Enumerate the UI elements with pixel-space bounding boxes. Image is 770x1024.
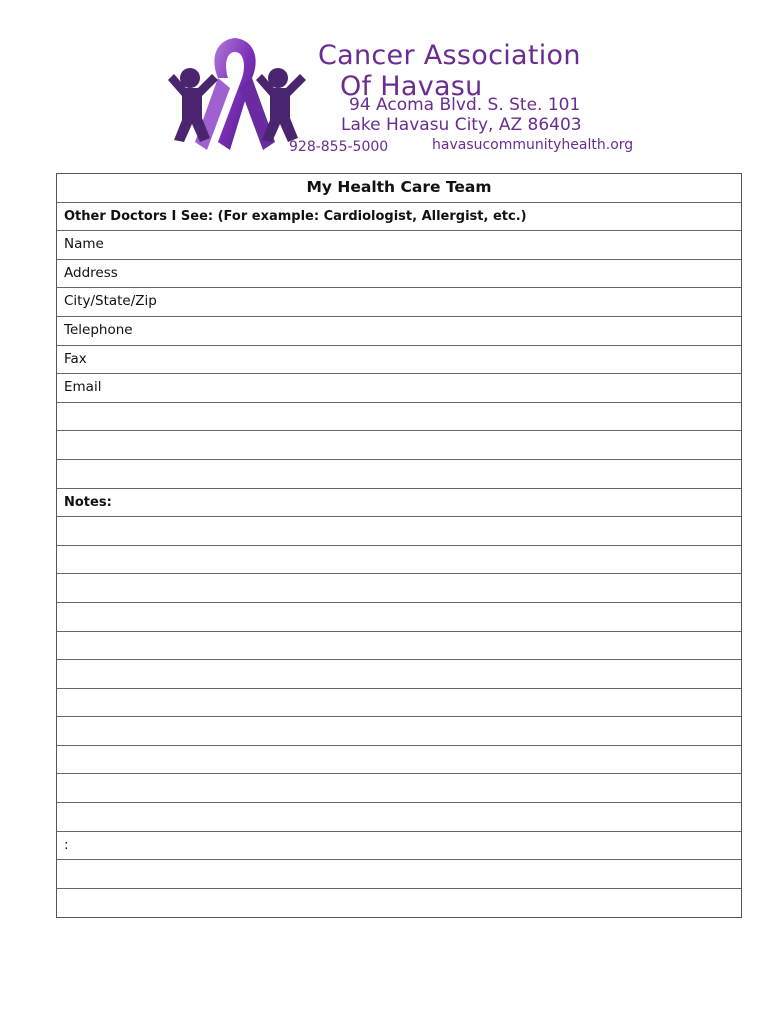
field-address[interactable]: Address [57, 260, 741, 289]
letterhead [0, 0, 770, 170]
notes-line[interactable] [57, 803, 741, 832]
org-name-line2: Of Havasu [340, 71, 483, 102]
field-fax[interactable]: Fax [57, 346, 741, 375]
field-name[interactable]: Name [57, 231, 741, 260]
address-line1: 94 Acoma Blvd. S. Ste. 101 [349, 95, 581, 115]
field-email[interactable]: Email [57, 374, 741, 403]
ribbon-logo-icon [160, 30, 310, 160]
notes-line[interactable] [57, 689, 741, 718]
notes-line[interactable] [57, 574, 741, 603]
notes-line[interactable] [57, 717, 741, 746]
notes-line[interactable] [57, 660, 741, 689]
blank-line[interactable] [57, 460, 741, 489]
health-care-team-form [56, 173, 742, 918]
org-name-line1: Cancer Association [318, 40, 581, 71]
address-line2: Lake Havasu City, AZ 86403 [341, 115, 582, 135]
notes-label: Notes: [57, 489, 741, 518]
notes-line[interactable] [57, 774, 741, 803]
notes-line[interactable] [57, 632, 741, 661]
org-name [318, 40, 581, 102]
field-city-state-zip[interactable]: City/State/Zip [57, 288, 741, 317]
notes-line[interactable] [57, 860, 741, 889]
notes-line[interactable] [57, 517, 741, 546]
notes-line[interactable] [57, 546, 741, 575]
notes-line[interactable] [57, 889, 741, 918]
notes-line-colon[interactable]: : [57, 832, 741, 861]
org-address [341, 95, 582, 135]
notes-line[interactable] [57, 603, 741, 632]
section-label: Other Doctors I See: (For example: Cardiologist, Allergist, etc.) [57, 203, 741, 232]
blank-line[interactable] [57, 403, 741, 432]
field-telephone[interactable]: Telephone [57, 317, 741, 346]
notes-line[interactable] [57, 746, 741, 775]
blank-line[interactable] [57, 431, 741, 460]
org-website: havasucommunityhealth.org [432, 137, 634, 153]
org-phone: 928-855-5000 [289, 139, 389, 155]
form-title: My Health Care Team [57, 174, 741, 203]
